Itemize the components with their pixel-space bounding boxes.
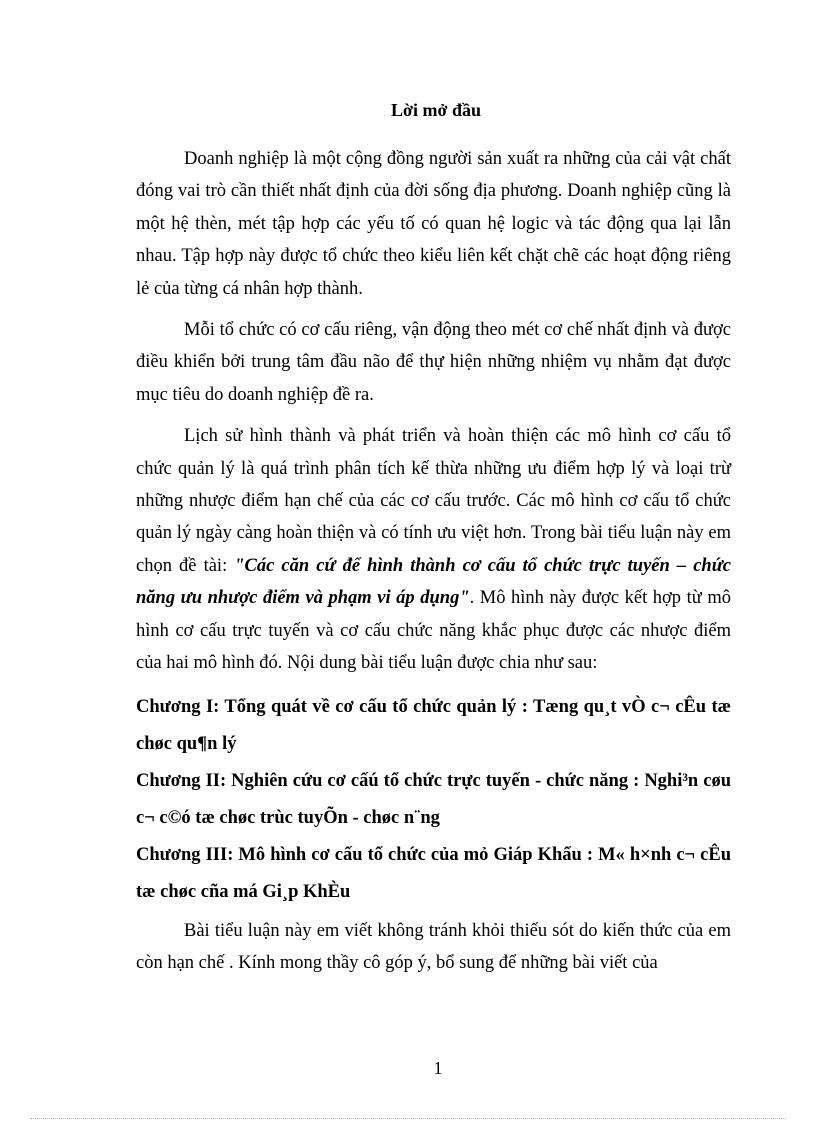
closing-paragraph: Bài tiểu luận này em viết không tránh khỏi thiếu sót do kiến thức của em còn hạn chế . Kính mong thầy cô góp ý, bổ sung để những bài viết của — [136, 920, 731, 973]
page-bottom-divider — [30, 1118, 786, 1119]
structure-paragraph: Mỗi tổ chức có cơ cấu riêng, vận động theo mét cơ chế nhất định và được điều khiển bởi trung tâm đầu não để thự hiện những nhiệm vụ nhằm đạt được mục tiêu do doanh nghiệp đề ra. — [136, 320, 731, 405]
document-body — [136, 143, 731, 988]
history-paragraph — [136, 420, 731, 679]
chapter-2: Chương II: Nghiên cứu cơ cấú tổ chức trực tuyến - chức năng : Nghi³n cøu c¬ c©ó tæ chøc trùc tuyÕn - chøc n¨ng — [136, 770, 731, 828]
history-text-after: . Mô hình này được kết hợp từ mô hình cơ cấu trực tuyến và cơ cấu chức năng khắc phục được các nhược điểm của hai mô hình đó. Nội dung bài tiểu luận được chia như sau: — [136, 588, 731, 674]
page-number: 1 — [433, 1058, 443, 1078]
chapter-1: Chương I: Tổng quát về cơ cấu tổ chức quản lý : Tæng qu¸t vÒ c¬ cÊu tæ chøc qu¶n lý — [136, 696, 731, 754]
intro-paragraph: Doanh nghiệp là một cộng đồng người sản xuất ra những của cải vật chất đóng vai trò cần thiết nhất định của đời sống địa phương. Doanh nghiệp cũng là một hệ thèn, mét tập hợp các yếu tố có quan hệ logic và tác động qua lại lẫn nhau. Tập hợp này được tổ chức theo kiểu liên kết chặt chẽ các hoạt động riêng lẻ của từng cá nhân hợp thành. — [136, 149, 731, 299]
page-title: Lời mở đầu — [391, 100, 481, 120]
history-text-before: Lịch sử hình thành và phát triển và hoàn thiện các mô hình cơ cấu tổ chức quản lý là quá trình phân tích kế thừa những ưu điểm hợp lý và loại trừ những nhược điểm hạn chế của các cơ cấu trước. Các mô hình cơ cấu tổ chức quản lý ngày càng hoàn thiện và có tính ưu việt hơn. Trong bài tiểu luận này em chọn đề tài: — [136, 426, 731, 576]
chapter-3: Chương III: Mô hình cơ cấu tổ chức của mỏ Giáp Khẩu : M« h×nh c¬ cÊu tæ chøc cña má Gi¸p KhÈu — [136, 844, 731, 902]
essay-topic: "Các căn cứ để hình thành cơ cấu tổ chức trực tuyến – chức năng ưu nhược điểm và phạm vi áp dụng" — [136, 555, 731, 609]
